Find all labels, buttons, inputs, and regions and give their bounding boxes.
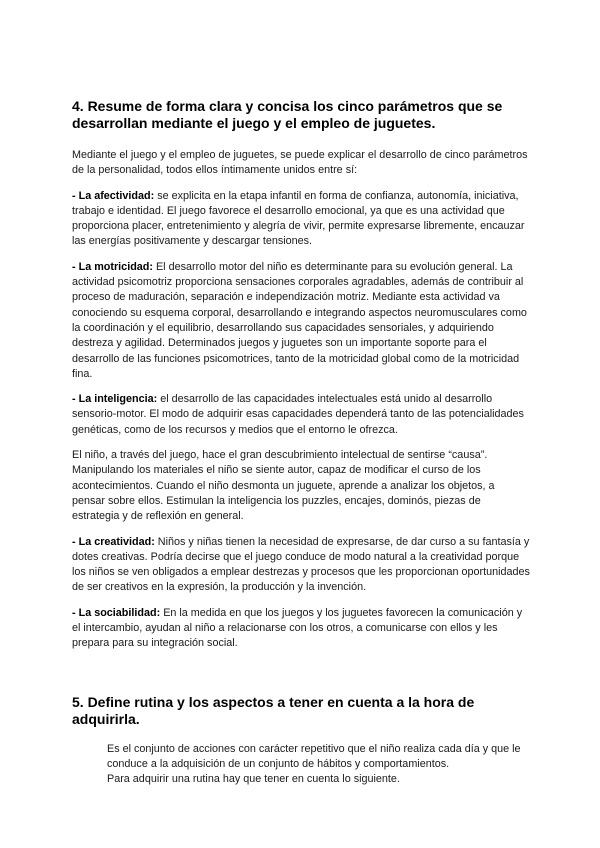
term-afectividad: - La afectividad: bbox=[72, 189, 155, 202]
text-afectividad: se explicita en la etapa infantil en forma de confianza, autonomía, iniciativa, trabajo e identidad. El juego favorece el desarrollo emocional, ya que es una actividad que proporciona placer, entretenimiento y alegría de vivir, permite expresarse libremente, encauzar las energías positivamente y descargar tensiones. bbox=[72, 189, 525, 248]
text-creatividad: Niños y niñas tienen la necesidad de expresarse, de dar curso a su fantasía y dotes creativas. Podría decirse que el juego conduce de modo natural a la creatividad porque los niños se ven obligados a emplear destrezas y procesos que les proporcionan oportunidades de ser creativos en la expresión, la producción y la invención. bbox=[72, 535, 530, 594]
question-5-heading: 5. Define rutina y los aspectos a tener en cuenta a la hora de adquirirla. bbox=[72, 693, 475, 727]
question-4-heading: 4. Resume de forma clara y concisa los cinco parámetros que se desarrollan mediante el juego y el empleo de juguetes. bbox=[72, 98, 503, 131]
paragraph-inteligencia bbox=[72, 392, 530, 438]
question-4-intro: Mediante el juego y el empleo de juguetes, se puede explicar el desarrollo de cinco parámetros de la personalidad, todos ellos íntimamente unidos entre sí: bbox=[72, 149, 528, 177]
paragraph-afectividad bbox=[72, 189, 530, 250]
paragraph-sociabilidad bbox=[72, 606, 530, 652]
term-creatividad: - La creatividad: bbox=[72, 535, 155, 548]
term-sociabilidad: - La sociabilidad: bbox=[72, 606, 161, 619]
term-motricidad: - La motricidad: bbox=[72, 260, 153, 273]
document-content bbox=[72, 98, 530, 788]
paragraph-motricidad bbox=[72, 260, 530, 382]
text-sociabilidad: En la medida en que los juegos y los juguetes favorecen la comunicación y el intercambio, ayudan al niño a relacionarse con los otros, a comunicarse con ellos y les prepara para su integración social. bbox=[72, 606, 523, 650]
paragraph-inteligencia-extra: El niño, a través del juego, hace el gran descubrimiento intelectual de sentirse “causa”. Manipulando los materiales el niño se siente autor, capaz de modificar el curso de los acontecimientos. Cuando el niño desmonta un juguete, aprende a analizar los objetos, a pensar sobre ellos. Estimulan la inteligencia los puzzles, encajes, dominós, piezas de estrategia y de reflexión en general. bbox=[72, 449, 495, 523]
rutina-note: Para adquirir una rutina hay que tener en cuenta lo siguiente. bbox=[107, 773, 400, 786]
text-motricidad: El desarrollo motor del niño es determinante para su evolución general. La actividad psicomotriz proporciona sensaciones corporales agradables, además de contribuir al proceso de maduración, separación e independización motriz. Mediante esta actividad va conociendo su esquema corporal, desarrollando e integrando aspectos neuromusculares como la coordinación y el equilibrio, desarrollando sus capacidades sensoriales, y adquiriendo destreza y agilidad. Determinados juegos y juguetes son un importante soporte para el desarrollo de las funciones psicomotrices, tanto de la motricidad global como de la motricidad fina. bbox=[72, 260, 527, 380]
term-inteligencia: - La inteligencia: bbox=[72, 393, 158, 406]
text-inteligencia: el desarrollo de las capacidades intelectuales está unido al desarrollo sensorio-motor. El modo de adquirir esas capacidades dependerá tanto de las potencialidades genéticas, como de los recursos y medios que el entorno le ofrezca. bbox=[72, 393, 524, 436]
rutina-definition: Es el conjunto de acciones con carácter repetitivo que el niño realiza cada día y que le conduce a la adquisición de un conjunto de hábitos y comportamientos. bbox=[107, 742, 521, 770]
paragraph-creatividad bbox=[72, 535, 530, 596]
